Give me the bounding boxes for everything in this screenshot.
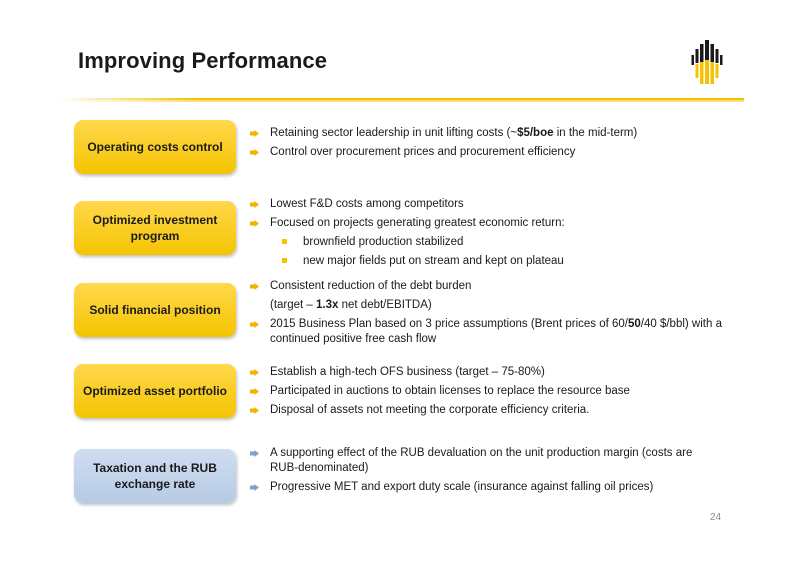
section-label-investment-program: [74, 201, 236, 255]
square-bullet-icon: [282, 239, 287, 244]
bullet-text: Consistent reduction of the debt burden: [270, 280, 472, 292]
bullet-text: 2015 Business Plan based on 3 price assumptions (Brent prices of 60/: [270, 318, 628, 330]
arrow-bullet-icon: [250, 407, 259, 414]
section-bullets-financial-position: [248, 279, 738, 347]
bullet-item: [248, 403, 738, 418]
bullet-text: Focused on projects generating greatest economic return:: [270, 217, 565, 229]
bullet-item: [248, 446, 718, 476]
section-label-text: Operating costs control: [87, 140, 223, 154]
arrow-bullet-icon: [250, 388, 259, 395]
section-label-text: Solid financial position: [89, 303, 221, 317]
section-label-text: Optimized asset portfolio: [82, 384, 227, 398]
bullet-text: Progressive MET and export duty scale (insurance against falling oil prices): [270, 481, 654, 493]
slide-title: Improving Performance: [78, 48, 328, 73]
bullet-text: Participated in auctions to obtain licenses to replace the resource base: [270, 385, 630, 397]
bullet-text: Retaining sector leadership in unit lifting costs (~: [270, 127, 518, 139]
bullet-item: [248, 126, 738, 141]
bullet-text: /40 $/bbl) with a continued positive free cash flow: [270, 318, 722, 345]
section-label-asset-portfolio: [74, 364, 236, 418]
bullet-item: [248, 365, 738, 380]
arrow-bullet-icon: [250, 130, 259, 137]
square-bullet-icon: [282, 258, 287, 263]
bullet-item: [248, 197, 738, 212]
bullet-text: Disposal of assets not meeting the corporate efficiency criteria.: [270, 404, 590, 416]
bullet-text: net debt/EBITDA): [338, 299, 432, 311]
arrow-bullet-icon: [250, 450, 259, 457]
sub-bullet-text: brownfield production stabilized: [303, 236, 464, 248]
section-label-financial-position: [74, 283, 236, 337]
section-label-taxation: [74, 449, 236, 503]
title-divider-fade: [56, 98, 196, 102]
section-bullets-asset-portfolio: [248, 365, 738, 418]
arrow-bullet-icon: [250, 283, 259, 290]
bullet-text: Control over procurement prices and procurement efficiency: [270, 146, 576, 158]
bullet-item: [248, 216, 738, 231]
section-label-text: Taxation and the RUB exchange rate: [93, 461, 217, 491]
arrow-bullet-icon: [250, 484, 259, 491]
bullet-item: [248, 480, 718, 495]
sub-bullet-item: [248, 254, 738, 269]
arrow-bullet-icon: [250, 369, 259, 376]
bullet-item: [248, 317, 738, 347]
section-bullets-taxation: [248, 446, 718, 495]
page-number: 24: [710, 512, 722, 523]
bullet-bold-text: 50: [627, 318, 641, 330]
bullet-text: in the mid-term): [553, 127, 638, 139]
bullet-item: [248, 384, 738, 399]
bullet-text: A supporting effect of the RUB devaluation on the unit production margin (costs are RUB-denominated): [270, 447, 693, 474]
arrow-bullet-icon: [250, 220, 259, 227]
section-bullets-operating-costs: [248, 126, 738, 160]
bullet-item: [248, 145, 738, 160]
bullet-text: Establish a high-tech OFS business (target – 75-80%): [270, 366, 545, 378]
bullet-bold-text: 1.3x: [316, 299, 339, 311]
sub-bullet-item: [248, 235, 738, 250]
bullet-continuation: [248, 298, 738, 313]
section-label-text: Optimized investment program: [92, 213, 218, 243]
company-logo-icon: [690, 38, 724, 86]
arrow-bullet-icon: [250, 201, 259, 208]
bullet-bold-text: $5/boe: [517, 127, 554, 139]
bullet-item: [248, 279, 738, 294]
arrow-bullet-icon: [250, 321, 259, 328]
bullet-text: (target –: [270, 299, 317, 311]
sub-bullet-text: new major fields put on stream and kept on plateau: [303, 255, 564, 267]
arrow-bullet-icon: [250, 149, 259, 156]
section-label-operating-costs: [74, 120, 236, 174]
bullet-text: Lowest F&D costs among competitors: [270, 198, 464, 210]
section-bullets-investment-program: [248, 197, 738, 269]
